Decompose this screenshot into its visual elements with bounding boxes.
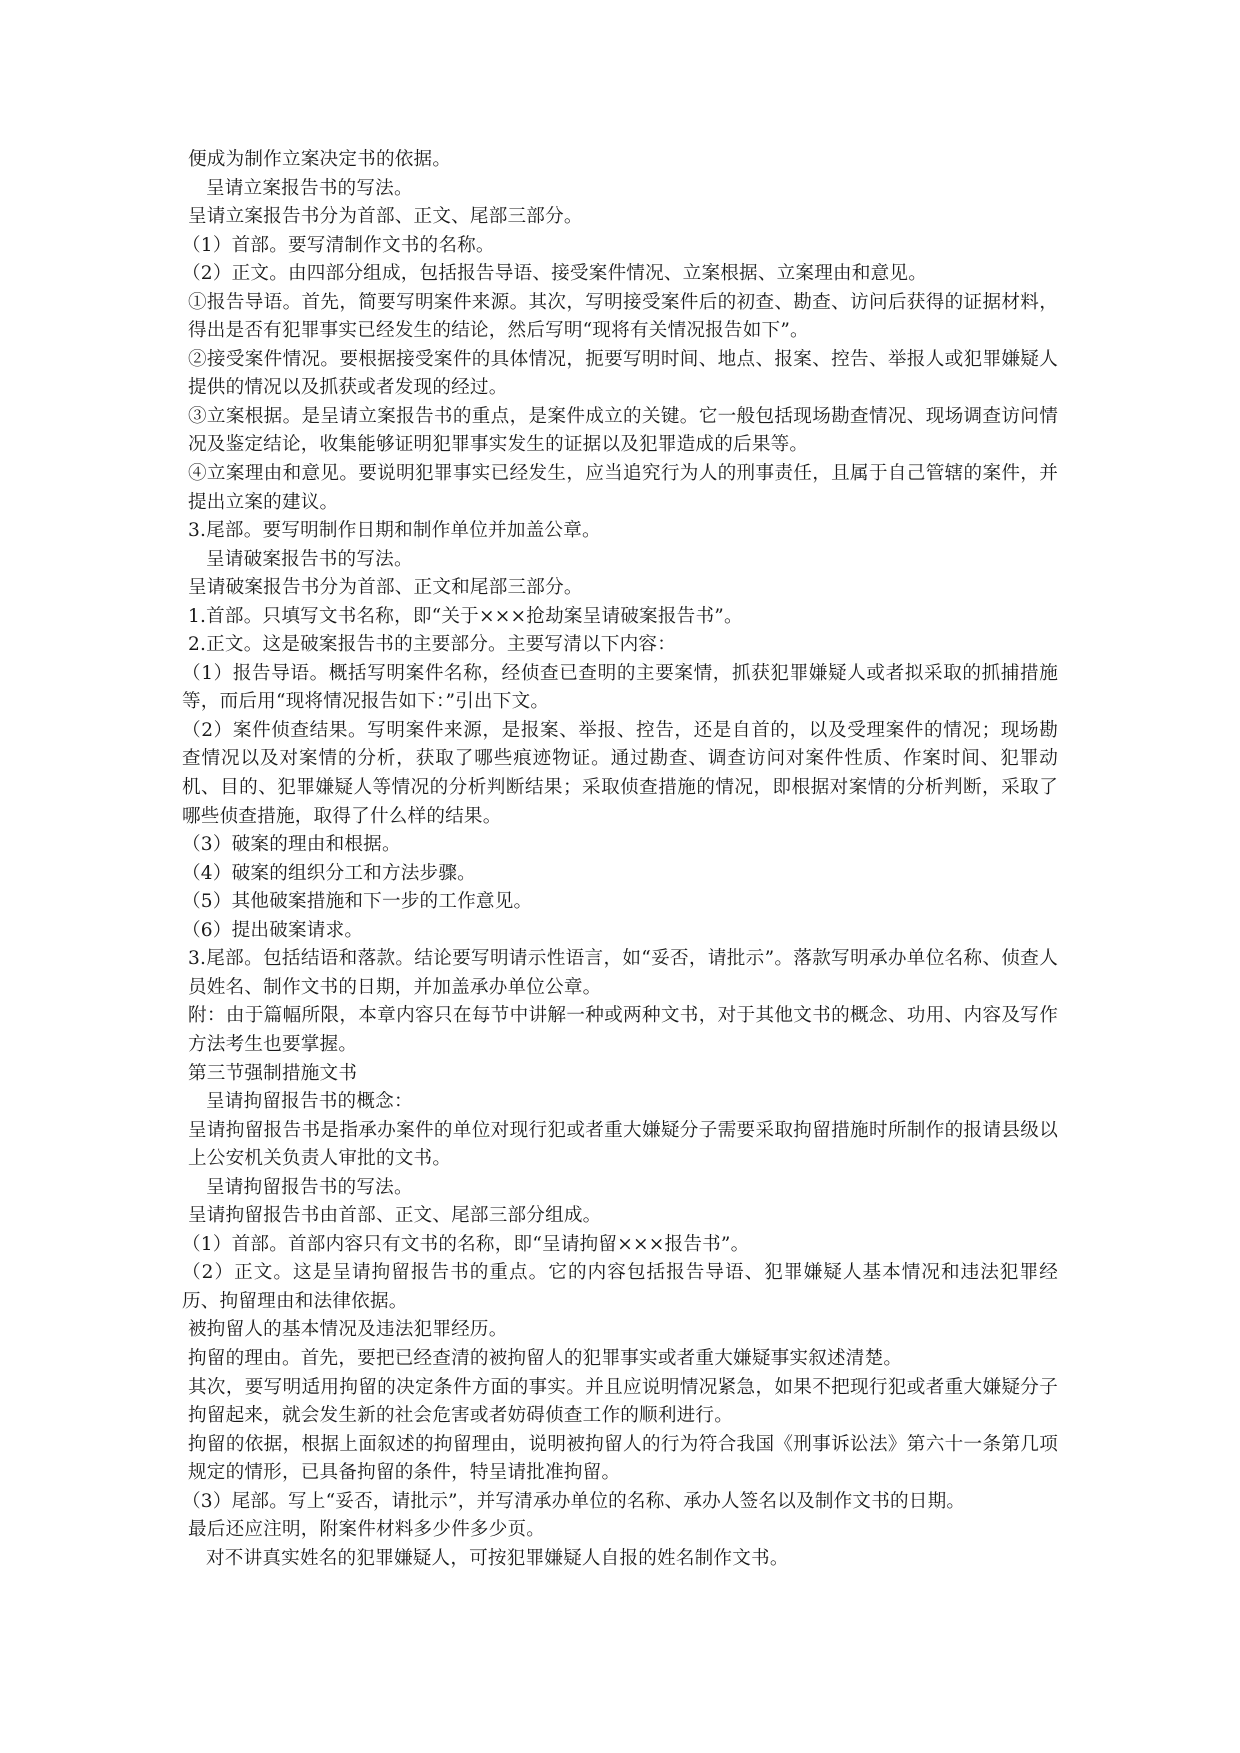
paragraph: （4）破案的组织分工和方法步骤。	[182, 862, 476, 884]
paragraph: 呈请拘留报告书的写法。	[206, 1176, 413, 1198]
paragraph: 3.尾部。要写明制作日期和制作单位并加盖公章。	[188, 520, 601, 542]
paragraph: （2）正文。这是呈请拘留报告书的重点。它的内容包括报告导语、犯罪嫌疑人基本情况和违法犯罪经历、拘留理由和法律依据。	[182, 1262, 1058, 1312]
paragraph: 呈请拘留报告书由首部、正文、尾部三部分组成。	[188, 1205, 602, 1227]
paragraph: 呈请拘留报告书是指承办案件的单位对现行犯或者重大嫌疑分子需要采取拘留措施时所制作的报请县级以上公安机关负责人审批的文书。	[188, 1119, 1058, 1170]
paragraph: ④立案理由和意见。要说明犯罪事实已经发生，应当追究行为人的刑事责任，且属于自己管辖的案件，并提出立案的建议。	[188, 463, 1058, 513]
paragraph: 拘留的理由。首先，要把已经查清的被拘留人的犯罪事实或者重大嫌疑事实叙述清楚。	[188, 1347, 903, 1369]
paragraph: 拘留的依据，根据上面叙述的拘留理由，说明被拘留人的行为符合我国《刑事诉讼法》第六十一条第几项规定的情形，已具备拘留的条件，特呈请批准拘留。	[188, 1433, 1058, 1484]
paragraph: ③立案根据。是呈请立案报告书的重点，是案件成立的关键。它一般包括现场勘查情况、现场调查访问情况及鉴定结论，收集能够证明犯罪事实发生的证据以及犯罪造成的后果等。	[188, 405, 1058, 456]
paragraph: 其次，要写明适用拘留的决定条件方面的事实。并且应说明情况紧急，如果不把现行犯或者重大嫌疑分子拘留起来，就会发生新的社会危害或者妨碍侦查工作的顺利进行。	[188, 1376, 1058, 1427]
paragraph: 最后还应注明，附案件材料多少件多少页。	[188, 1519, 546, 1541]
paragraph: ①报告导语。首先，简要写明案件来源。其次，写明接受案件后的初查、勘查、访问后获得的证据材料，得出是否有犯罪事实已经发生的结论，然后写明“现将有关情况报告如下”。	[188, 291, 1058, 342]
paragraph: （5）其他破案措施和下一步的工作意见。	[182, 891, 533, 913]
paragraph: 呈请破案报告书的写法。	[206, 548, 413, 570]
section-heading: 第三节强制措施文书	[188, 1062, 358, 1084]
paragraph: 3.尾部。包括结语和落款。结论要写明请示性语言，如“妥否，请批示”。落款写明承办单位名称、侦查人员姓名、制作文书的日期，并加盖承办单位公章。	[188, 948, 1058, 998]
paragraph: 1.首部。只填写文书名称，即“关于×××抢劫案呈请破案报告书”。	[188, 605, 743, 627]
paragraph: 2.正文。这是破案报告书的主要部分。主要写清以下内容：	[188, 634, 676, 656]
paragraph: 便成为制作立案决定书的依据。	[188, 149, 452, 170]
paragraph: 对不讲真实姓名的犯罪嫌疑人，可按犯罪嫌疑人自报的姓名制作文书。	[206, 1547, 789, 1569]
paragraph: （1）首部。要写清制作文书的名称。	[182, 234, 495, 256]
paragraph: ②接受案件情况。要根据接受案件的具体情况，扼要写明时间、地点、报案、控告、举报人或犯罪嫌疑人提供的情况以及抓获或者发现的经过。	[188, 348, 1058, 399]
paragraph: 被拘留人的基本情况及违法犯罪经历。	[188, 1319, 508, 1341]
paragraph: 呈请拘留报告书的概念：	[206, 1091, 413, 1113]
paragraph: （3）尾部。写上“妥否，请批示”，并写清承办单位的名称、承办人签名以及制作文书的日期。	[182, 1490, 966, 1512]
paragraph: （1）首部。首部内容只有文书的名称，即“呈请拘留×××报告书”。	[182, 1233, 750, 1255]
paragraph: （6）提出破案请求。	[182, 919, 364, 941]
paragraph: 呈请破案报告书分为首部、正文和尾部三部分。	[188, 577, 583, 599]
paragraph: 呈请立案报告书分为首部、正文、尾部三部分。	[188, 206, 583, 228]
paragraph: （3）破案的理由和根据。	[182, 834, 401, 856]
paragraph: （1）报告导语。概括写明案件名称，经侦查已查明的主要案情，抓获犯罪嫌疑人或者拟采取的抓捕措施等，而后用“现将情况报告如下：”引出下文。	[182, 662, 1058, 713]
document-page	[182, 146, 1058, 1573]
paragraph: 附：由于篇幅所限，本章内容只在每节中讲解一种或两种文书，对于其他文书的概念、功用、内容及写作方法考生也要掌握。	[188, 1005, 1058, 1055]
paragraph: 呈请立案报告书的写法。	[206, 177, 413, 199]
paragraph: （2）案件侦查结果。写明案件来源，是报案、举报、控告，还是自首的，以及受理案件的情况；现场勘查情况以及对案情的分析，获取了哪些痕迹物证。通过勘查、调查访问对案件性质、作案时间、犯罪动机、目的、犯罪嫌疑人等情况的分析判断结果；采取侦查措施的情况，即根据对案情的分析判断，采取了哪些侦查措施，取得了什么样的结果。	[182, 719, 1058, 827]
paragraph: （2）正文。由四部分组成，包括报告导语、接受案件情况、立案根据、立案理由和意见。	[182, 263, 927, 285]
